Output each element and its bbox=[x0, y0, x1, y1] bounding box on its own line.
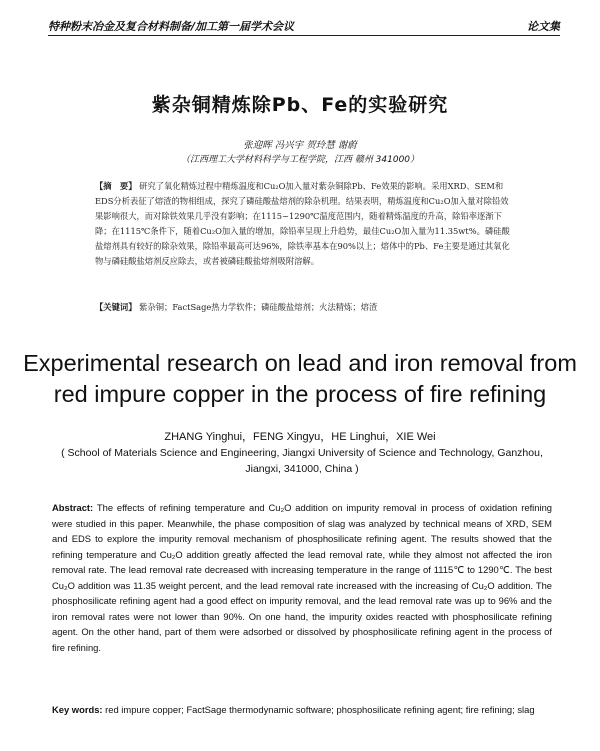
running-header bbox=[48, 17, 560, 36]
chinese-keywords-text: 紫杂铜；FactSage热力学软件；磷硅酸盐熔剂；火法精炼；熔渣 bbox=[139, 302, 378, 312]
chinese-affiliation: （江西理工大学材料科学与工程学院，江西 赣州 341000） bbox=[180, 155, 420, 165]
chinese-abstract bbox=[95, 179, 515, 269]
english-abstract-label: Abstract: bbox=[52, 502, 94, 513]
chinese-keywords-label: 【关键词】 bbox=[95, 302, 137, 312]
english-keywords-label: Key words: bbox=[52, 704, 103, 715]
english-keywords-text: red impure copper; FactSage thermodynamic software; phosphosilicate refining agent; fire refining; slag bbox=[105, 704, 535, 715]
english-title: Experimental research on lead and iron removal from red impure copper in the process of fire refining bbox=[23, 350, 577, 407]
english-abstract-text: The effects of refining temperature and Cu₂O addition on impurity removal in process of oxidation refining were studied in this paper. Meanwhile, the phase composition of slag was analyzed by technical means of XRD, SEM and EDS to explore the impurity removal mechanism of phosphosilicate refining agent. The results showed that the refining temperature and Cu₂O addition greatly affected the lead removal rate, while they almost not affected the iron removal rate. The lead removal rate decreased with increasing temperature in the range of 1115℃ to 1290℃. The best Cu₂O addition was 11.35 weight percent, and the lead removal rate increased with the increasing of Cu₂O addition. The phosphosilicate refining agent had a good effect on impurity removal, and the lead removal rate was up to 96% and the iron removal rates were not lower than 90%. On one hand, the impurity oxides reacted with phosphosilicate refining agent. On the other hand, part of them were adsorbed or dissolved by phosphosilicate refining agent in the process of fire refining. bbox=[52, 502, 552, 653]
chinese-abstract-label: 【摘 要】 bbox=[95, 181, 137, 191]
english-abstract bbox=[52, 500, 552, 655]
english-authors: ZHANG Yinghui，FENG Xingyu，HE Linghui，XIE Wei bbox=[164, 431, 436, 443]
chinese-keywords bbox=[95, 300, 515, 315]
chinese-abstract-text: 研究了氧化精炼过程中精炼温度和Cu₂O加入量对紫杂铜除Pb、Fe效果的影响。采用XRD、SEM和EDS分析表征了熔渣的物相组成，探究了磷硅酸盐熔剂的除杂机理。结果表明，精炼温度和Cu₂O加入量对除铅效果影响很大，而对除铁效果几乎没有影响；在1115~1290℃温度范围内，随着精炼温度的升高，除铅率逐渐下降；在1115℃条件下，随着Cu₂O加入量的增加，除铅率呈现上升趋势，最佳Cu₂O加入量为11.35wt%。磷硅酸盐熔剂具有较好的除杂效果，除铅率最高可达96%，除铁率基本在90%以上；熔体中的Pb、Fe主要是通过其氧化物与磷硅酸盐熔剂反应除去，或者被磷硅酸盐熔剂吸附溶解。 bbox=[95, 181, 510, 266]
header-conference-title: 特种粉末冶金及复合材料制备/加工第一届学术会议 bbox=[48, 20, 295, 33]
english-keywords bbox=[52, 702, 552, 718]
chinese-authors: 张迎晖 冯兴宇 贺玲慧 谢蔚 bbox=[243, 140, 357, 151]
chinese-title: 紫杂铜精炼除Pb、Fe的实验研究 bbox=[151, 94, 449, 116]
header-section-label: 论文集 bbox=[527, 20, 560, 33]
english-affiliation: ( School of Materials Science and Engineering, Jiangxi University of Science and Technology, Ganzhou, Jiangxi, 341000, China ) bbox=[61, 447, 543, 475]
